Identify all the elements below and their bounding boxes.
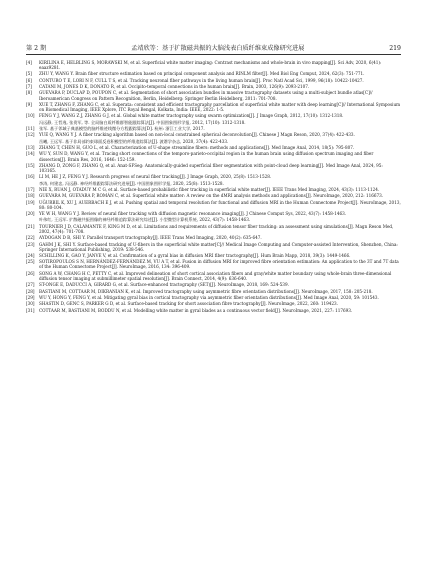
- reference-text: ZHANG T, CHEN H, GUO L, et al. Characterization of U-shape streamline fibers: methods and applications[J]. Med Image Anal, 2014, 18(5): 795-807.: [39, 145, 355, 151]
- reference-entry: [26, 217, 401, 222]
- reference-number: [22]: [26, 235, 35, 241]
- reference-number: [21]: [26, 223, 35, 229]
- reference-text: SOTIROPOULOS S N, HERNÁNDEZ-FERNÁNDEZ M, VU A T, et al. Fusion in diffusion MRI for improved fibre orientation estimation: An application to the 3T and 7T data of the Human Connectome Project[J]. NeuroImage, 2016, 134: 396-409.: [39, 259, 399, 270]
- reference-number: [18]: [26, 193, 35, 199]
- reference-number: [31]: [26, 307, 35, 313]
- reference-entry: [26, 235, 401, 240]
- reference-number: [17]: [26, 186, 35, 192]
- reference-text: GUEVARA P, DUCLAP D, POUPON C, et al. Segmentation of short association bundles in massive tractography datasets using a multi-subject bundle atlas[C]// Iberoamerican Congress on Pattern Recognition, Berlin, Heidelberg: Springer Berlin Heidelberg, 2011: 701-708.: [39, 90, 373, 101]
- reference-entry: [26, 139, 401, 144]
- reference-text: ZHU Y, WANG Y. Brain fiber structure estimation based on principal component analysis and RINLM filter[J]. Med Biol Eng Comput, 2024, 62(3): 751-771.: [39, 71, 365, 77]
- reference-text: FENG Y J, WANG Z J, ZHANG G J, et al. Global white matter tractography using swarm optimization[J]. J Image Graph, 2012, 17(10): 1312-1318.: [39, 113, 344, 119]
- reference-text: GUEVARA M, GUEVARA P, ROMÁN C, et al. Superficial white matter: A review on the dMRI analysis methods and applications[J]. NeuroImage, 2020, 212: 116673.: [39, 193, 384, 199]
- reference-text: NIE X, RUAN J, OTADUY M C G, et al. Surface-based probabilistic fiber tracking in superficial white matter[J]. IEEE Trans Med Imaging, 2024, 43(3): 1113-1124.: [39, 186, 380, 192]
- reference-text: KIRILINA E, HELBLING S, MORAWSKI M, et al. Superficial white matter imaging: Contrast mechanisms and whole-brain in vivo mapping[J]. Sci Adv, 2020, 6(41): eaaz9281.: [39, 60, 382, 71]
- reference-number: [7]: [26, 84, 32, 90]
- reference-entry: [26, 301, 401, 306]
- reference-entry: [26, 282, 401, 287]
- reference-number: [12]: [26, 132, 35, 138]
- reference-entry: [26, 113, 401, 118]
- reference-text: 叶伟红, 王远军. 扩散磁共振图像的神经纤维追踪算法研究综述[J]. 小型微型计算机系统, 2022, 43(7): 1458-1463.: [39, 217, 251, 223]
- reference-entry: [26, 181, 401, 186]
- reference-text: YE W H, WANG Y J. Review of neural fiber tracking with diffusion magnetic resonance imaging[J]. J Chinese Comput Sys, 2022, 43(7): 1458-1463.: [39, 211, 347, 217]
- reference-text: CONTURO T E, LORI N F, CULL T S, et al. Tracking neuronal fiber pathways in the living human brain[J]. Proc Natl Acad Sci, 1999, 96(18): 10422-10427.: [39, 77, 364, 83]
- reference-number: [6]: [26, 77, 32, 83]
- reference-entry: [26, 120, 401, 125]
- reference-list: [26, 60, 401, 571]
- reference-text: UĞURBIL K, XU J, AUERBACH E J, et al. Pushing spatial and temporal resolution for functional and diffusion MRI in the Human Connectome Project[J]. NeuroImage, 2013, 80: 80-104.: [39, 199, 401, 210]
- reference-entry: [26, 163, 401, 173]
- reference-text: SONG A W, CHANG H C, PETTY C, et al. Improved delineation of short cortical association fibers and gray/white matter boundary using whole-brain three-dimensional diffusion tensor imaging at submillimeter spatial resolution[J]. Brain Connect, 2014, 4(9): 636-640.: [39, 270, 392, 281]
- reference-entry: [26, 271, 401, 281]
- reference-entry: [26, 187, 401, 192]
- reference-entry: [26, 71, 401, 76]
- reference-entry: [26, 126, 401, 131]
- reference-number: [19]: [26, 199, 35, 205]
- reference-number: [26]: [26, 270, 35, 276]
- reference-number: [24]: [26, 253, 35, 258]
- reference-text: COTTAAR M, BASTIANI M, BODDU N, et al. Modelling white matter in gyral blades as a continuous vector field[J]. NeuroImage, 2021, 227: 117693.: [39, 307, 353, 313]
- reference-number: [25]: [26, 259, 35, 265]
- reference-text: XUE T, ZHANG F, ZHANG C, et al. Superata: consistent and efficient tractography parcellation of superficial white matter with deep learning[C]// International Symposium on Biomedical Imaging, IEEE Xplore, ITC Royal Bengal, Kolkata, India: IEEE, 2022: 1-5.: [39, 101, 401, 112]
- reference-number: [5]: [26, 71, 32, 77]
- running-title: 孟靖欣等：基于扩散磁共振的大脑浅表白质纤维束成像研究进展: [131, 44, 305, 52]
- reference-number: [15]: [26, 162, 35, 168]
- reference-entry: [26, 242, 401, 252]
- reference-number: [23]: [26, 241, 35, 247]
- reference-text: CATANI M, JONES D K, DONATO R, et al. Occipito-temporal connections in the human brain[J]. Brain, 2003, 126(9): 2093-2107.: [39, 84, 310, 90]
- reference-entry: [26, 259, 401, 269]
- reference-number: [30]: [26, 301, 35, 307]
- reference-entry: [26, 78, 401, 83]
- reference-text: 李涛, 何建忠, 冯远静. 神经纤维跟踪算法研究进展[J]. 中国图象图形学报, 2020, 25(8): 1513-1528.: [39, 180, 224, 186]
- reference-entry: [26, 211, 401, 216]
- reference-text: WU Y, HONG Y, FENG Y, et al. Mitigating gyral bias in cortical tractography via asymmetric fiber orientation distributions[J]. Med Image Anal, 2020, 59: 101543.: [39, 294, 379, 300]
- reference-text: SCHILLING K, GAO Y, JANVE V, et al. Confirmation of a gyral bias in diffusion MRI fiber tractography[J]. Hum Brain Mapp, 2018, 39(3): 1449-1466.: [39, 253, 351, 258]
- reference-number: [10]: [26, 113, 35, 119]
- reference-text: GAHM J K, SHI Y. Surface-based tracking of U-fibers in the superficial white matter[C]// Medical Image Computing and Computer-assisted Intervention, Shenzhen, China: Springer International Publishing, 2019: 538-546.: [39, 241, 398, 252]
- reference-entry: [26, 308, 401, 313]
- reference-entry: [26, 132, 401, 137]
- reference-number: [11]: [26, 126, 35, 132]
- reference-text: 岳曦, 王远军. 基于非局部约束球面反卷积模型的纤维追踪算法[J]. 波谱学杂志, 2020, 37(4): 422-433.: [39, 138, 229, 144]
- reference-entry: [26, 90, 401, 100]
- reference-entry: [26, 102, 401, 112]
- reference-entry: [26, 60, 401, 70]
- reference-number: [14]: [26, 151, 35, 157]
- reference-entry: [26, 200, 401, 210]
- reference-text: BASTIANI M, COTTAAR M, DIKRANIAN K, et al. Improved tractography using asymmetric fibre orientation distributions[J]. NeuroImage, 2017, 158: 205-218.: [39, 288, 373, 294]
- reference-entry: [26, 224, 401, 234]
- reference-entry: [26, 151, 401, 161]
- running-header: [26, 40, 401, 52]
- reference-text: LI M, HE J Z, FENG Y J. Research progress of neural fiber tracking[J]. J Image Graph, 2020, 25(8): 1513-1528.: [39, 174, 272, 180]
- reference-text: ST-ONGE E, DADUCCI A, GIRARD G, et al. Surface-enhanced tractography (SET)[J]. NeuroImage, 2018, 169: 524-539.: [39, 282, 289, 288]
- reference-entry: [26, 84, 401, 89]
- reference-text: YUE Q, WANG Y J. A fiber tracking algorithm based on non-local constrained spherical deconvolution[J]. Chinese J Magn Reson, 2020, 37(4): 422-433.: [39, 132, 355, 138]
- header-divider: [26, 54, 401, 55]
- reference-number: [20]: [26, 211, 35, 217]
- reference-number: [27]: [26, 282, 35, 288]
- reference-number: [4]: [26, 60, 32, 65]
- reference-text: ZHANG D, ZONG F, ZHANG Q, et al. Anat-SFSeg: Anatomically-guided superficial fiber segmentation with point-cloud deep learning[J]. Med Image Anal, 2024, 95: 103165.: [39, 162, 383, 173]
- reference-entry: [26, 193, 401, 198]
- reference-number: [13]: [26, 145, 35, 151]
- reference-text: 冯远静, 王哲逸, 张贵军, 等. 全局脑白质纤维群智能跟踪算法[J]. 中国图象图形学报, 2012, 17(10): 1312-1318.: [39, 119, 246, 125]
- reference-text: TOURNIER J D, CALAMANTE F, KING M D, et al. Limitations and requirements of diffusion tensor fiber tracking: an assessment using simulations[J]. Magn Reson Med, 2002, 47(4): 701-708.: [39, 223, 394, 234]
- reference-number: [16]: [26, 174, 35, 180]
- reference-number: [29]: [26, 294, 35, 300]
- reference-number: [9]: [26, 101, 32, 107]
- reference-text: SHASTIN D, GENC S, PARKER G D, et al. Surface-based tracking for short association fibre tractography[J]. NeuroImage, 2022, 260: 119423.: [39, 301, 338, 307]
- reference-entry: [26, 145, 401, 150]
- reference-entry: [26, 174, 401, 179]
- reference-entry: [26, 253, 401, 258]
- reference-entry: [26, 289, 401, 294]
- page-number: 219: [389, 44, 401, 52]
- reference-number: [8]: [26, 90, 32, 96]
- reference-number: [28]: [26, 288, 35, 294]
- reference-text: 张军. 基于邻域子典基模型的脑纤维迹线微分方程跟踪算法[D]. 杭州: 浙江工业大学, 2017.: [39, 126, 205, 132]
- issue-number: 第 2 期: [26, 44, 47, 52]
- reference-entry: [26, 295, 401, 300]
- reference-text: WU Y, SUN D, WANG Y, et al. Tracing short connections of the temporo-parieto-occipital region in the human brain using diffusion spectrum imaging and fiber dissection[J]. Brain Res, 2016, 1646: 152-159.: [39, 151, 374, 162]
- reference-text: AYDOGAN D B, SHI Y. Parallel transport tractography[J]. IEEE Trans Med Imaging, 2020, 40(2): 635-647.: [39, 235, 262, 241]
